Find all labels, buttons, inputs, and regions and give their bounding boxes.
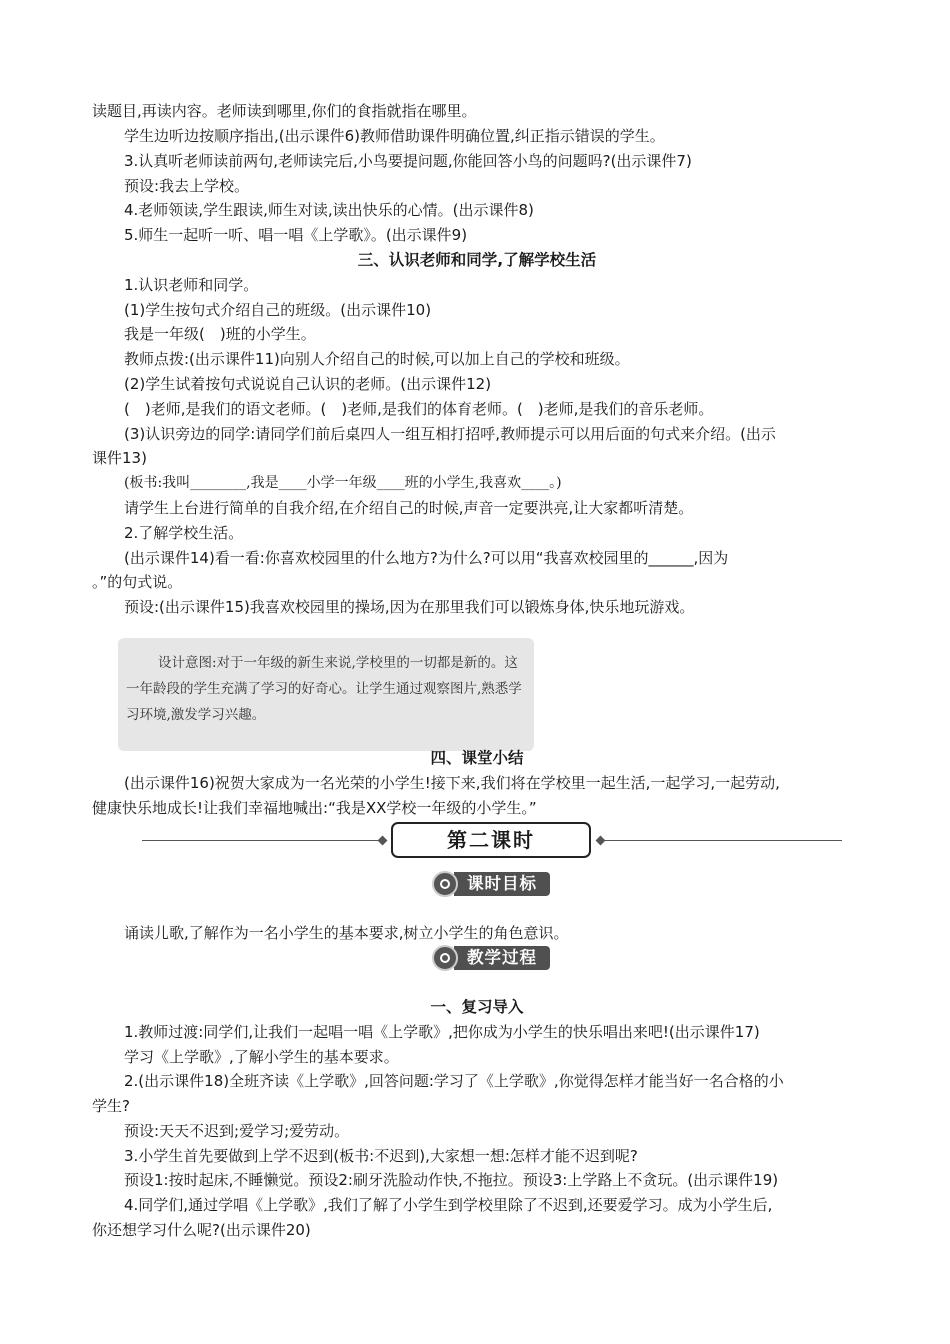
divider-left [142,840,382,841]
paragraph-line: ( )老师,是我们的语文老师。( )老师,是我们的体育老师。( )老师,是我们的音乐老师。 [124,400,714,418]
paragraph-line: 4.同学们,通过学唱《上学歌》,我们了解了小学生到学校里除了不迟到,还要爱学习。成为小学生后, [124,1196,773,1214]
paragraph-line: 1.认识老师和同学。 [124,276,259,294]
paragraph-line: 3.认真听老师读前两句,老师读完后,小鸟要提问题,你能回答小鸟的问题吗?(出示课件7) [124,152,692,170]
paragraph-line: 1.教师过渡:同学们,让我们一起唱一唱《上学歌》,把你成为小学生的快乐唱出来吧!(出示课件17) [124,1023,760,1041]
paragraph-line: 请学生上台进行简单的自我介绍,在介绍自己的时候,声音一定要洪亮,让大家都听清楚。 [124,499,694,517]
paragraph-line: 健康快乐地成长!让我们幸福地喊出:“我是XX学校一年级的小学生。” [92,799,537,817]
paragraph-line: 学生? [92,1097,130,1115]
paragraph-line: 2.(出示课件18)全班齐读《上学歌》,回答问题:学习了《上学歌》,你觉得怎样才能当好一名合格的小 [124,1072,784,1090]
divider-dot-left [378,836,388,846]
paragraph-line: 学习《上学歌》,了解小学生的基本要求。 [124,1048,399,1066]
paragraph-line: 2.了解学校生活。 [124,524,244,542]
section-heading: 四、课堂小结 [430,749,524,767]
lesson-goal-label: 课时目标 [454,872,550,896]
paragraph-line: 教师点拨:(出示课件11)向别人介绍自己的时候,可以加上自己的学校和班级。 [124,350,630,368]
paragraph-line: (出示课件14)看一看:你喜欢校园里的什么地方?为什么?可以用“我喜欢校园里的______,因为 [124,549,729,567]
paragraph-line: 5.师生一起听一听、唱一唱《上学歌》。(出示课件9) [124,226,468,244]
blackboard-note: (板书:我叫________,我是____小学一年级____班的小学生,我喜欢____。) [124,475,562,491]
divider-right [600,840,842,841]
paragraph-line: 4.老师领读,学生跟读,师生对读,读出快乐的心情。(出示课件8) [124,201,534,219]
lesson-title-box: 第二课时 [391,822,591,858]
paragraph-line: (1)学生按句式介绍自己的班级。(出示课件10) [124,301,432,319]
paragraph-line: 预设:天天不迟到;爱学习;爱劳动。 [124,1122,350,1140]
teaching-process-label: 教学过程 [454,946,550,970]
paragraph-line: 。”的句式说。 [92,573,183,591]
paragraph-line: 预设1:按时起床,不睡懒觉。预设2:刷牙洗脸动作快,不拖拉。预设3:上学路上不贪玩。(出示课件19) [124,1171,779,1189]
section-heading: 一、复习导入 [430,998,524,1016]
paragraph-line: 课件13) [92,449,147,467]
design-intent-text: 设计意图:对于一年级的新生来说,学校里的一切都是新的。这一年龄段的学生充满了学习的好奇心。让学生通过观察图片,熟悉学习环境,激发学习兴趣。 [126,655,522,723]
section-heading: 三、认识老师和同学,了解学校生活 [357,251,597,269]
paragraph-line: 3.小学生首先要做到上学不迟到(板书:不迟到),大家想一想:怎样才能不迟到呢? [124,1147,638,1165]
paragraph-line: 诵读儿歌,了解作为一名小学生的基本要求,树立小学生的角色意识。 [124,924,569,942]
paragraph-line: 预设:我去上学校。 [124,177,250,195]
paragraph-line: (3)认识旁边的同学:请同学们前后桌四人一组互相打招呼,教师提示可以用后面的句式来介绍。(出示 [124,425,776,443]
paragraph-line: 读题目,再读内容。老师读到哪里,你们的食指就指在哪里。 [92,102,477,120]
paragraph-line: (出示课件16)祝贺大家成为一名光荣的小学生!接下来,我们将在学校里一起生活,一起学习,一起劳动, [124,774,780,792]
target-icon [432,871,458,897]
paragraph-line: 学生边听边按顺序指出,(出示课件6)教师借助课件明确位置,纠正指示错误的学生。 [124,127,665,145]
paragraph-line: (2)学生试着按句式说说自己认识的老师。(出示课件12) [124,375,492,393]
target-icon [432,945,458,971]
paragraph-line: 预设:(出示课件15)我喜欢校园里的操场,因为在那里我们可以锻炼身体,快乐地玩游戏。 [124,598,695,616]
paragraph-line: 你还想学习什么呢?(出示课件20) [92,1221,311,1239]
paragraph-line: 我是一年级( )班的小学生。 [124,325,316,343]
